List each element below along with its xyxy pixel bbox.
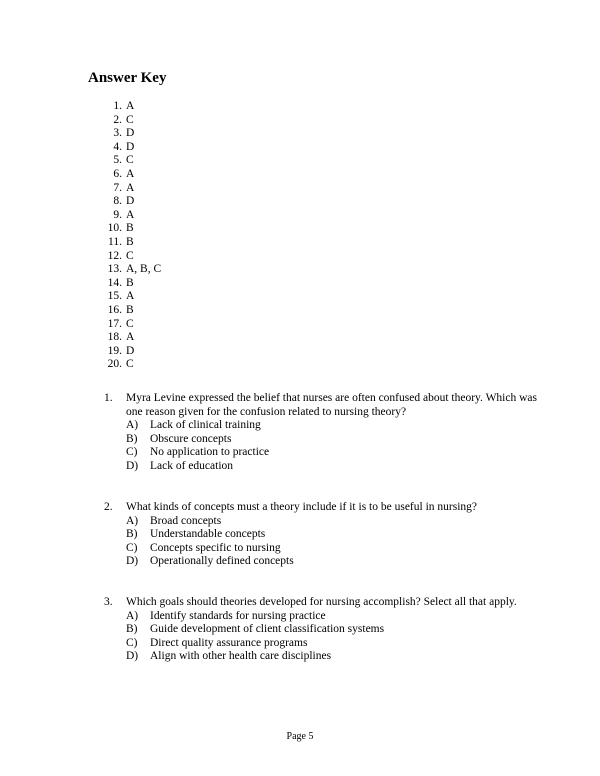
answer-value: B: [126, 303, 134, 316]
option-list: [104, 610, 544, 664]
option-text: Obscure concepts: [150, 432, 232, 445]
answer-value: A: [126, 181, 135, 194]
option-item: [126, 419, 544, 433]
option-letter: A): [126, 514, 139, 527]
answer-value: D: [126, 127, 135, 140]
option-text: Broad concepts: [150, 514, 222, 527]
option-item: [126, 610, 544, 624]
question-text: Which goals should theories developed for nursing accomplish? Select all that apply.: [126, 596, 517, 608]
question-stem: [104, 596, 544, 610]
answer-item: [100, 127, 161, 141]
option-text: Operationally defined concepts: [150, 555, 294, 568]
answer-number: 16.: [107, 303, 122, 316]
answer-item: [100, 195, 161, 209]
option-item: [126, 637, 544, 651]
answer-value: C: [126, 358, 134, 371]
option-item: [126, 555, 544, 569]
option-text: No application to practice: [150, 446, 270, 459]
answer-number: 17.: [107, 317, 122, 330]
option-text: Concepts specific to nursing: [150, 541, 281, 554]
answer-value: B: [126, 222, 134, 235]
option-letter: D): [126, 555, 139, 568]
answer-number: 7.: [113, 181, 122, 194]
option-item: [126, 446, 544, 460]
question-3: [104, 596, 544, 664]
question-text: Myra Levine expressed the belief that nurses are often confused about theory. Which was one reason given for the confusion related to nursing theory?: [126, 392, 537, 418]
answer-value: C: [126, 154, 134, 167]
option-item: [126, 650, 544, 664]
option-text: Identify standards for nursing practice: [150, 609, 326, 622]
answer-item: [100, 168, 161, 182]
option-item: [126, 528, 544, 542]
option-text: Understandable concepts: [150, 528, 266, 541]
option-text: Align with other health care disciplines: [150, 650, 332, 663]
answer-item: [100, 318, 161, 332]
answer-value: C: [126, 317, 134, 330]
page-number: Page 5: [286, 731, 314, 742]
answer-item: [100, 290, 161, 304]
answer-value: D: [126, 344, 135, 357]
answer-number: 9.: [113, 208, 122, 221]
answer-item: [100, 222, 161, 236]
answer-number: 3.: [113, 127, 122, 140]
option-item: [126, 515, 544, 529]
option-item: [126, 623, 544, 637]
question-number: 3.: [104, 596, 113, 608]
answer-number: 18.: [107, 331, 122, 344]
option-text: Lack of education: [150, 459, 234, 472]
answer-value: B: [126, 276, 134, 289]
option-text: Direct quality assurance programs: [150, 636, 308, 649]
option-letter: B): [126, 528, 138, 541]
answer-item: [100, 236, 161, 250]
option-list: [104, 515, 544, 569]
answer-number: 14.: [107, 276, 122, 289]
answer-value: A, B, C: [126, 263, 162, 276]
answer-number: 13.: [107, 263, 122, 276]
option-letter: B): [126, 623, 138, 636]
answer-item: [100, 182, 161, 196]
answer-number: 1.: [113, 100, 122, 112]
answer-number: 6.: [113, 167, 122, 180]
question-stem: [104, 501, 544, 515]
answer-value: A: [126, 167, 135, 180]
answer-number: 12.: [107, 249, 122, 262]
option-letter: C): [126, 541, 138, 554]
answer-item: [100, 209, 161, 223]
option-text: Lack of clinical training: [150, 419, 261, 432]
answer-value: D: [126, 140, 135, 153]
answer-item: [100, 304, 161, 318]
answer-value: C: [126, 113, 134, 126]
answer-item: [100, 277, 161, 291]
question-number: 1.: [104, 392, 113, 404]
answer-item: [100, 345, 161, 359]
option-letter: A): [126, 609, 139, 622]
option-letter: D): [126, 459, 139, 472]
answer-list: [100, 100, 161, 372]
answer-value: B: [126, 235, 134, 248]
answer-number: 15.: [107, 290, 122, 303]
answer-number: 4.: [113, 140, 122, 153]
option-item: [126, 433, 544, 447]
question-1: [104, 392, 544, 474]
answer-value: C: [126, 249, 134, 262]
question-stem: [104, 392, 544, 419]
option-text: Guide development of client classification systems: [150, 623, 385, 636]
answer-value: A: [126, 290, 135, 303]
answer-value: A: [126, 100, 135, 112]
answer-number: 8.: [113, 195, 122, 208]
answer-item: [100, 141, 161, 155]
answer-number: 20.: [107, 358, 122, 371]
option-letter: A): [126, 419, 139, 432]
answer-item: [100, 358, 161, 372]
question-number: 2.: [104, 501, 113, 513]
answer-item: [100, 114, 161, 128]
option-list: [104, 419, 544, 473]
answer-item: [100, 250, 161, 264]
question-text: What kinds of concepts must a theory include if it is to be useful in nursing?: [126, 501, 477, 513]
answer-value: D: [126, 195, 135, 208]
answer-value: A: [126, 208, 135, 221]
question-2: [104, 501, 544, 569]
answer-number: 19.: [107, 344, 122, 357]
answer-item: [100, 331, 161, 345]
answer-number: 10.: [107, 222, 122, 235]
option-letter: D): [126, 650, 139, 663]
answer-number: 2.: [113, 113, 122, 126]
option-letter: C): [126, 446, 138, 459]
answer-number: 5.: [113, 154, 122, 167]
option-letter: C): [126, 636, 138, 649]
option-item: [126, 460, 544, 474]
answer-item: [100, 100, 161, 114]
option-letter: B): [126, 432, 138, 445]
answer-item: [100, 154, 161, 168]
answer-item: [100, 263, 161, 277]
page-title: Answer Key: [88, 70, 167, 86]
option-item: [126, 542, 544, 556]
answer-value: A: [126, 331, 135, 344]
answer-number: 11.: [108, 235, 122, 248]
